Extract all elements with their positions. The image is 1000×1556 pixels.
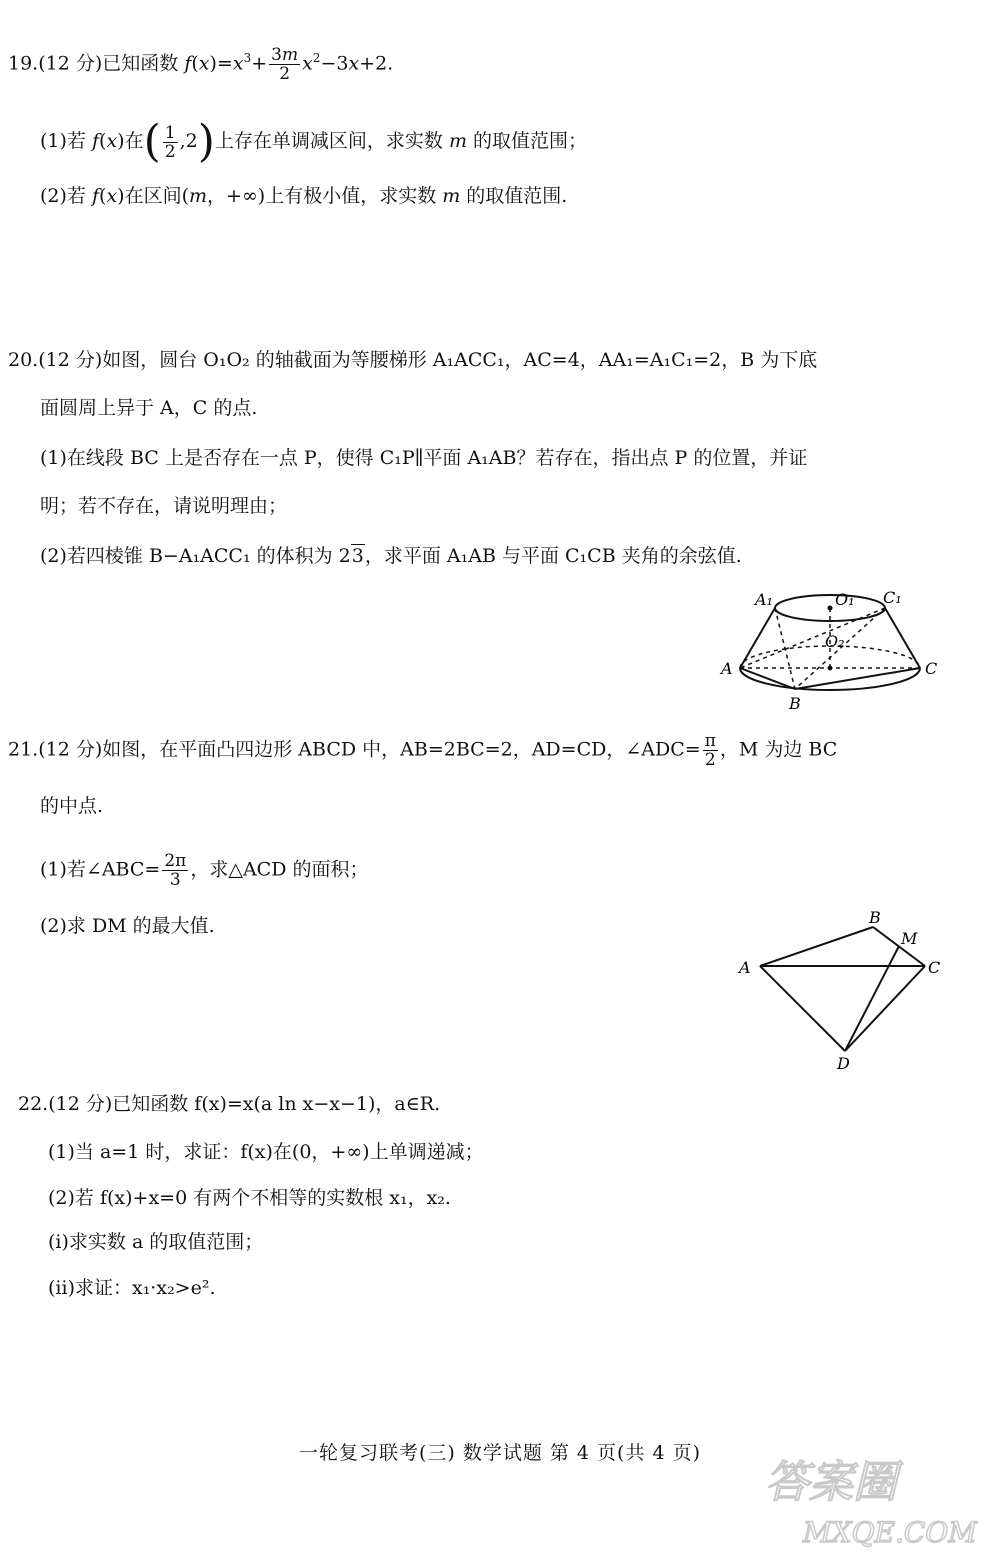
label-M-quad: M (901, 929, 918, 948)
label-C: C (925, 659, 938, 678)
q20-part2: (2)若四棱锥 B−A₁ACC₁ 的体积为 23，求平面 A₁AB 与平面 C₁CB 夹角的余弦值. (40, 545, 742, 567)
q21-stem-line2: 的中点. (40, 795, 104, 817)
label-A1: A₁ (755, 590, 773, 609)
quadrilateral-figure (735, 905, 955, 1075)
q22-part2: (2)若 f(x)+x=0 有两个不相等的实数根 x₁，x₂. (48, 1187, 451, 1209)
label-O2: O₂ (825, 632, 845, 651)
q19-fraction: $\frac{3m}{2}$ (271, 44, 299, 84)
watermark-bottom: MXQE.COM (803, 1516, 977, 1549)
label-O1: O₁ (835, 590, 855, 609)
label-B: B (789, 694, 801, 713)
page-footer: 一轮复习联考(三) 数学试题 第 4 页(共 4 页) (298, 1442, 702, 1464)
q20-stem-line1: 20.(12 分)如图，圆台 O₁O₂ 的轴截面为等腰梯形 A₁ACC₁，AC=4，AA₁=A₁C₁=2，B 为下底 (8, 349, 818, 371)
label-A-quad: A (739, 958, 751, 977)
q22-stem: 22.(12 分)已知函数 f(x)=x(a ln x−x−1)，a∈R. (18, 1093, 441, 1115)
label-C-quad: C (928, 958, 941, 977)
watermark-logo (755, 1452, 995, 1552)
label-A: A (721, 659, 733, 678)
q21-stem-line1: 21.(12 分)如图，在平面凸四边形 ABCD 中，AB=2BC=2，AD=CD，∠ADC= $\frac{\pi}{2}$ ，M 为边 BC (8, 731, 838, 770)
q22-part2-i: (ⅰ)求实数 a 的取值范围； (48, 1231, 264, 1253)
q22-part1: (1)当 a=1 时，求证：f(x)在(0，+∞)上单调递减； (48, 1141, 484, 1163)
q19-stem: 19.(12 分)已知函数 $f(x)=x^3+$ $\frac{3m}{2}$ $x^2-3x+2$. (8, 44, 394, 84)
q20-part1-line1: (1)在线段 BC 上是否存在一点 P，使得 C₁P∥平面 A₁AB？若存在，指出点 P 的位置，并证 (40, 447, 808, 469)
label-B-quad: B (869, 908, 881, 927)
watermark-top: 答案圈 (765, 1457, 897, 1508)
q19-part1: (1)若 f(x)在( $\frac{1}{2}$ ,2)上存在单调减区间，求实数 m 的取值范围； (40, 116, 588, 167)
label-D-quad: D (837, 1054, 850, 1073)
q20-stem-line2: 面圆周上异于 A，C 的点. (40, 397, 258, 419)
q20-part1-line2: 明；若不存在，请说明理由； (40, 495, 288, 517)
q19-part2: (2)若 f(x)在区间(m，+∞)上有极小值，求实数 m 的取值范围. (40, 185, 568, 207)
frustum-figure (715, 585, 955, 725)
label-C1: C₁ (883, 588, 902, 607)
q21-part1: (1)若∠ABC= $\frac{2\pi}{3}$ ，求△ACD 的面积； (40, 851, 369, 890)
q21-part2: (2)求 DM 的最大值. (40, 915, 215, 937)
q22-part2-ii: (ⅱ)求证：x₁·x₂>e². (48, 1277, 216, 1299)
